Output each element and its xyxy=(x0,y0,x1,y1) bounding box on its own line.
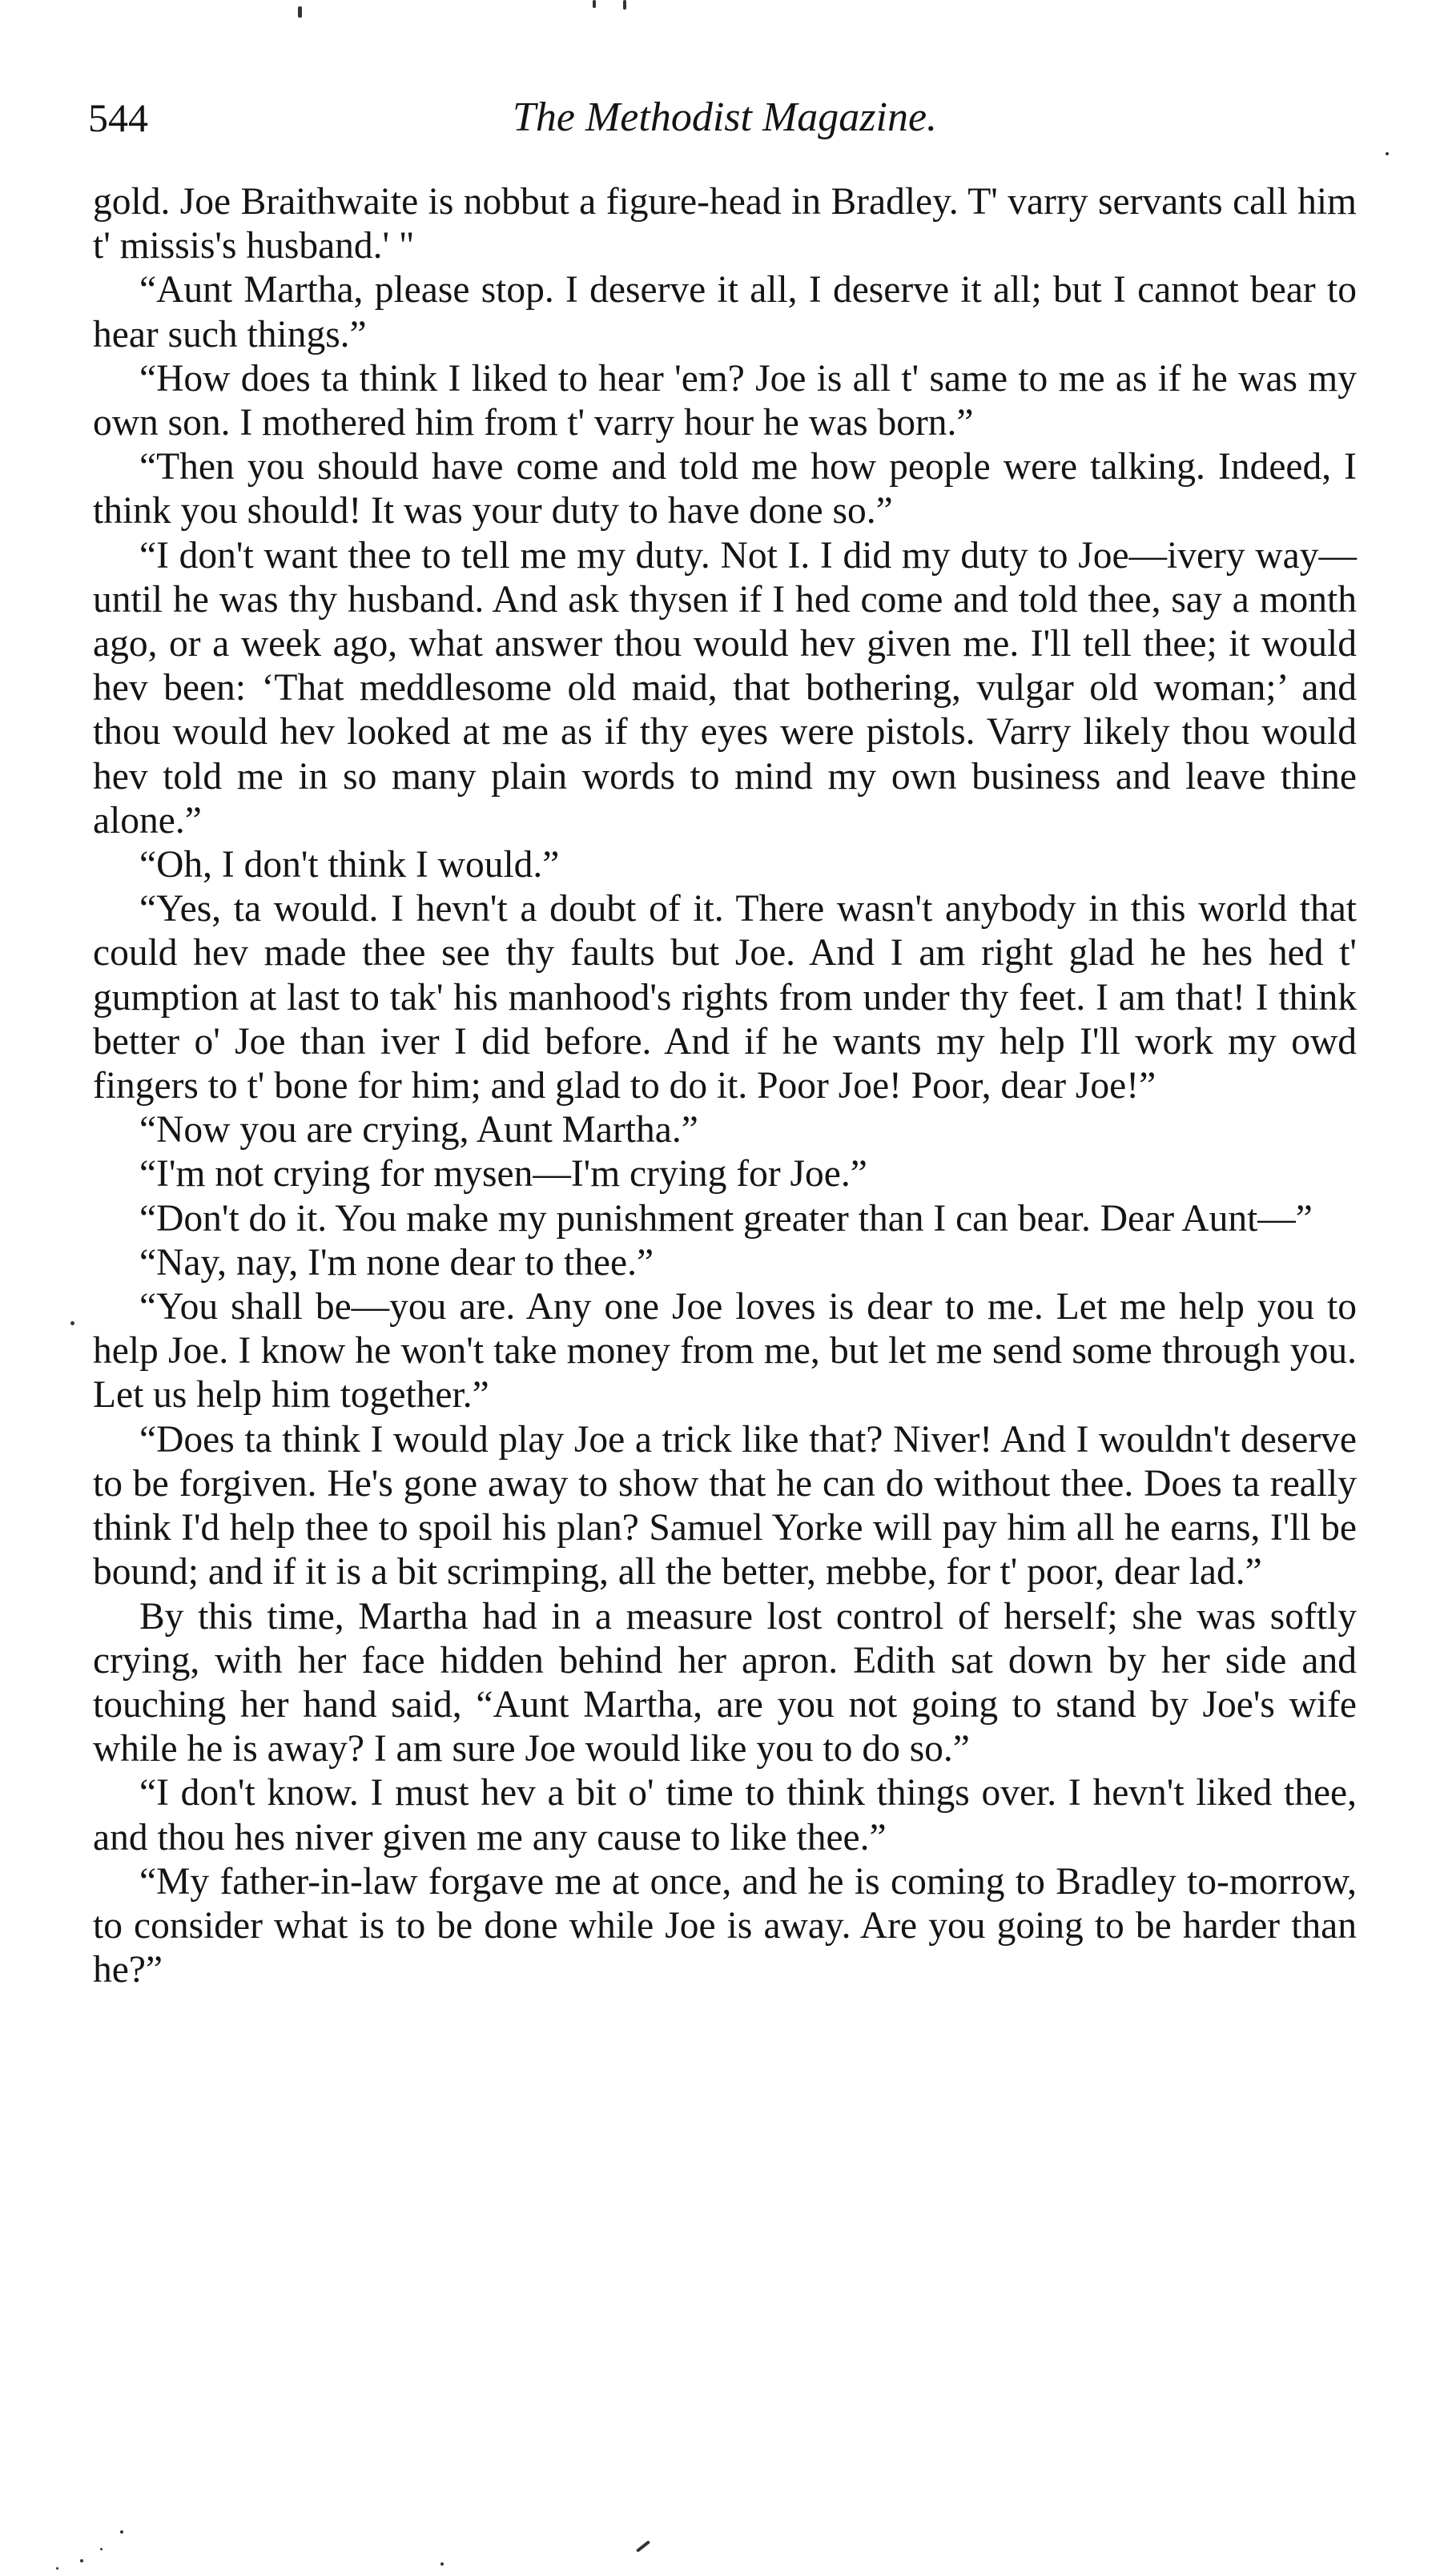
paragraph: “Nay, nay, I'm none dear to thee.” xyxy=(139,1241,654,1284)
paragraph: “Oh, I don't think I would.” xyxy=(139,844,560,886)
paragraph: “Now you are crying, Aunt Martha.” xyxy=(139,1109,698,1151)
paragraph: “Don't do it. You make my punishment greater than I can bear. Dear Aunt—” xyxy=(139,1197,1313,1240)
paragraph: By this time, Martha had in a measure lost control of herself; she was softly crying, with her face hidden behind her apron. Edith sat down by her side and touching her hand said, “Aunt Martha, are you not going to stand by Joe's wife while he is away? I am sure Joe would like you to do so.” xyxy=(93,1595,1357,1770)
scan-speck xyxy=(100,2548,103,2550)
paragraph: “You shall be—you are. Any one Joe loves is dear to me. Let me help you to help Joe. I know he won't take money from me, but let me send some through you. Let us help him together.” xyxy=(93,1286,1357,1417)
scan-speck xyxy=(70,1321,74,1325)
paragraph: “Then you should have come and told me how people were talking. Indeed, I think you should! It was your duty to have done so.” xyxy=(93,446,1357,532)
scan-speck xyxy=(1386,152,1389,155)
body-text xyxy=(93,180,1357,1992)
page-number: 544 xyxy=(88,95,148,140)
scan-speck xyxy=(636,2540,650,2552)
scan-speck xyxy=(440,2562,444,2566)
scan-speck xyxy=(298,6,302,18)
scan-speck xyxy=(56,2567,58,2570)
paragraph: “Aunt Martha, please stop. I deserve it all, I deserve it all; but I cannot bear to hear such things.” xyxy=(93,269,1357,356)
paragraph: “I'm not crying for mysen—I'm crying for Joe.” xyxy=(139,1153,867,1196)
scan-speck xyxy=(120,2530,123,2534)
paragraph: gold. Joe Braithwaite is nobbut a figure-head in Bradley. T' varry servants call him t' missis's husband.' " xyxy=(93,181,1357,267)
scan-speck xyxy=(623,0,626,10)
paragraph: “I don't want thee to tell me my duty. Not I. I did my duty to Joe—ivery way—until he was thy husband. And ask thysen if I hed come and told thee, say a month ago, or a week ago, what answer thou would hev given me. I'll tell thee; it would hev been: ‘That meddlesome old maid, that bothering, vulgar old woman;’ and thou would hev looked at me as if thy eyes were pistols. Varry likely thou would hev told me in so many plain words to mind my own business and leave thine alone.” xyxy=(93,534,1357,842)
paragraph: “My father-in-law forgave me at once, and he is coming to Bradley to-morrow, to consider what is to be done while Joe is away. Are you going to be harder than he?” xyxy=(93,1860,1357,1991)
paragraph: “I don't know. I must hev a bit o' time to think things over. I hevn't liked thee, and thou hes niver given me any cause to like thee.” xyxy=(93,1772,1357,1859)
page-header xyxy=(88,90,1362,146)
paragraph: “How does ta think I liked to hear 'em? Joe is all t' same to me as if he was my own son. I mothered him from t' varry hour he was born.” xyxy=(93,357,1357,444)
running-title: The Methodist Magazine. xyxy=(512,94,938,140)
paragraph: “Yes, ta would. I hevn't a doubt of it. There wasn't anybody in this world that could hev made thee see thy faults but Joe. And I am right glad he hes hed t' gumption at last to tak' his manhood's rights from under thy feet. I am that! I think better o' Joe than iver I did before. And if he wants my help I'll work my owd fingers to t' bone for him; and glad to do it. Poor Joe! Poor, dear Joe!” xyxy=(93,888,1357,1107)
scan-speck xyxy=(80,2559,83,2562)
scan-speck xyxy=(593,0,596,8)
paragraph: “Does ta think I would play Joe a trick like that? Niver! And I wouldn't deserve to be forgiven. He's gone away to show that he can do without thee. Does ta really think I'd help thee to spoil his plan? Samuel Yorke will pay him all he earns, I'll be bound; and if it is a bit scrimping, all the better, mebbe, for t' poor, dear lad.” xyxy=(93,1418,1357,1593)
